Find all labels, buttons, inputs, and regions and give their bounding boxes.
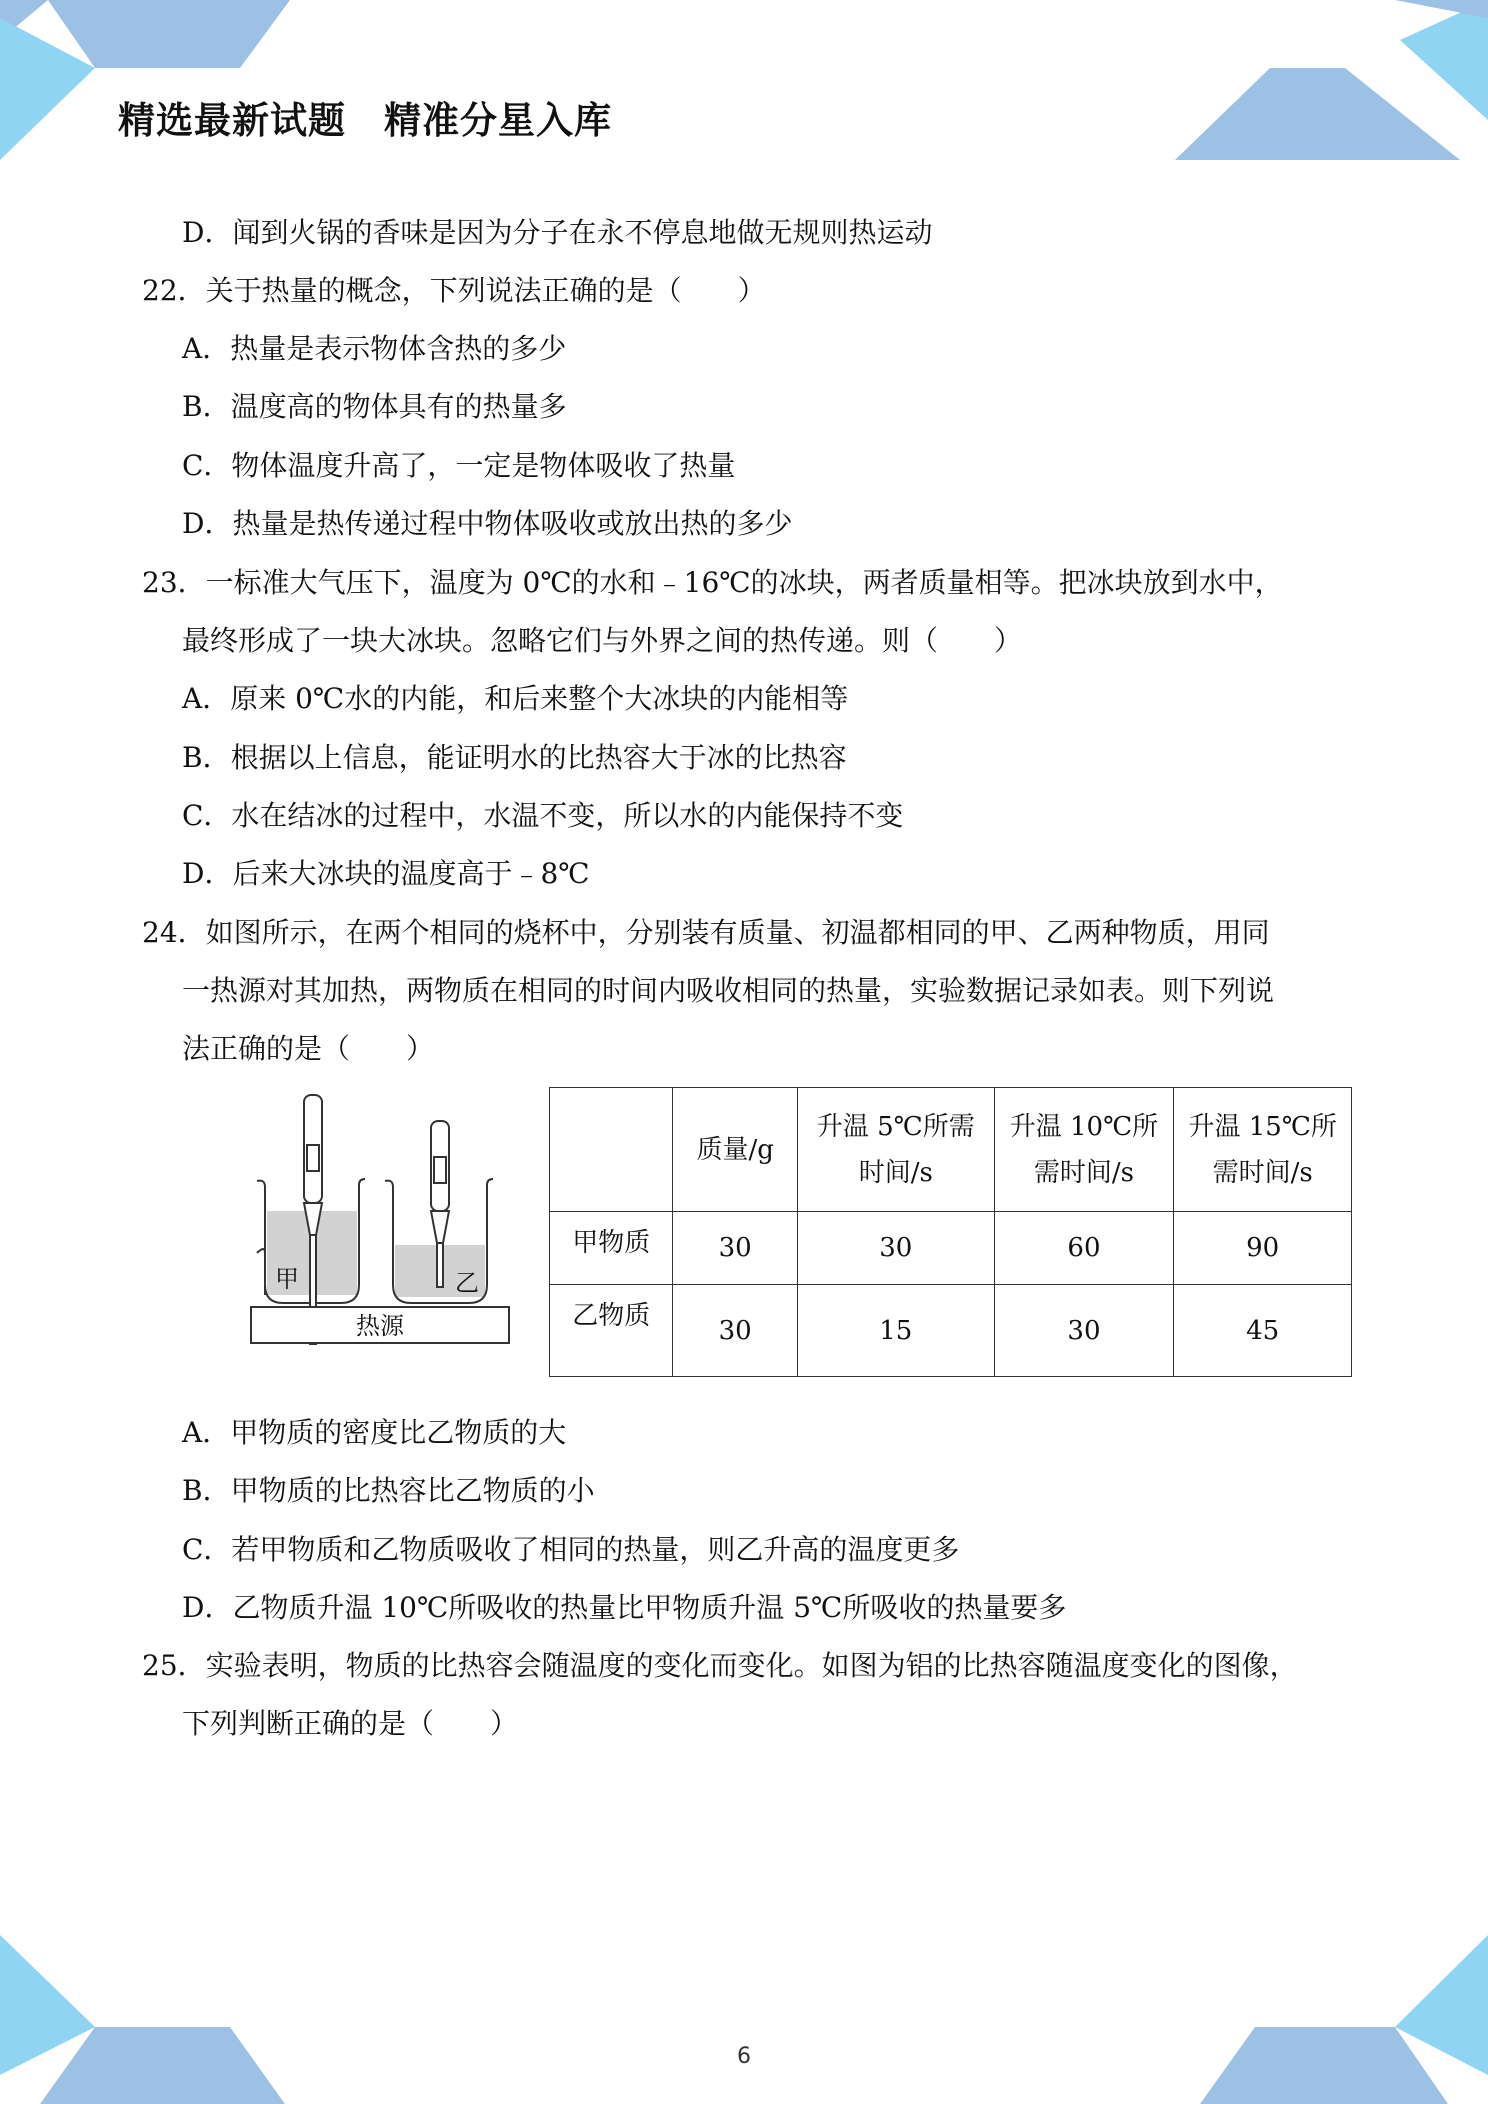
header-text: 升温 10℃所 [1009,1111,1159,1142]
prev-question-option-d: D．闻到火锅的香味是因为分子在永不停息地做无规则热运动 [182,216,933,249]
q24-option-a: A．甲物质的密度比乙物质的大 [182,1416,567,1449]
table-cell: 45 [1174,1285,1352,1377]
header-text: 需时间/s [1033,1157,1135,1188]
q24-stem-line-2: 一热源对其加热，两物质在相同的时间内吸收相同的热量，实验数据记录如表。则下列说 [182,974,1275,1007]
q22-option-c: C．物体温度升高了，一定是物体吸收了热量 [182,449,736,482]
header-text: 需时间/s [1212,1157,1313,1188]
header-text: 质量/g [696,1134,774,1165]
header-text: 升温 15℃所 [1188,1111,1337,1142]
q23-option-c: C．水在结冰的过程中，水温不变，所以水的内能保持不变 [182,799,904,832]
table-header-cell [994,1088,1174,1212]
table-header-row [550,1088,1352,1212]
row-label: 甲物质 [550,1212,673,1285]
table-cell: 30 [673,1212,797,1285]
q22-option-a: A．热量是表示物体含热的多少 [182,332,567,365]
experiment-data-table [549,1087,1352,1377]
q24-option-b: B．甲物质的比热容比乙物质的小 [182,1474,595,1507]
table-cell: 30 [673,1285,797,1377]
q23-option-b: B．根据以上信息，能证明水的比热容大于冰的比热容 [182,741,847,774]
table-header-cell [1174,1088,1352,1212]
table-row [550,1285,1352,1377]
beaker-heating-figure [245,1085,515,1345]
table-cell: 60 [994,1212,1174,1285]
header-text: 时间/s [858,1157,933,1188]
table-row [550,1212,1352,1285]
q22-stem: 22．关于热量的概念，下列说法正确的是（ ） [142,274,766,307]
bottom-left-decoration [0,1935,285,2104]
q22-option-d: D．热量是热传递过程中物体吸收或放出热的多少 [182,507,793,540]
heat-source-label: 热源 [356,1312,404,1340]
page-header-title: 精选最新试题 精准分星入库 [118,99,612,142]
q24-option-c: C．若甲物质和乙物质吸收了相同的热量，则乙升高的温度更多 [182,1533,960,1566]
table-cell: 30 [994,1285,1174,1377]
table-cell: 15 [797,1285,994,1377]
row-label: 乙物质 [550,1285,673,1377]
q22-option-b: B．温度高的物体具有的热量多 [182,390,567,423]
table-cell: 30 [797,1212,994,1285]
q24-option-d: D．乙物质升温 10℃所吸收的热量比甲物质升温 5℃所吸收的热量要多 [182,1591,1067,1624]
table-header-cell [673,1088,797,1212]
q23-option-d: D．后来大冰块的温度高于﹣8℃ [182,857,590,890]
q23-option-a: A．原来 0℃水的内能，和后来整个大冰块的内能相等 [182,682,849,715]
bottom-right-decoration [1200,1935,1488,2104]
q25-stem-line-2: 下列判断正确的是（ ） [182,1707,519,1740]
q25-stem-line-1: 25．实验表明，物质的比热容会随温度的变化而变化。如图为铝的比热容随温度变化的图像， [142,1649,1298,1682]
table-header-cell [797,1088,994,1212]
page-number: 6 [737,2044,751,2069]
q23-stem-line-1: 23．一标准大气压下，温度为 0℃的水和﹣16℃的冰块，两者质量相等。把冰块放到水中， [142,566,1283,599]
q24-stem-line-1: 24．如图所示，在两个相同的烧杯中，分别装有质量、初温都相同的甲、乙两种物质，用同 [142,916,1270,949]
table-cell: 90 [1174,1212,1352,1285]
table-header-cell [550,1088,673,1212]
top-right-decoration [1175,0,1488,160]
beaker-left-label: 甲 [275,1265,299,1293]
header-text: 升温 5℃所需 [816,1111,975,1142]
q24-stem-line-3: 法正确的是（ ） [182,1032,435,1065]
q23-stem-line-2: 最终形成了一块大冰块。忽略它们与外界之间的热传递。则（ ） [182,624,1023,657]
beaker-right-label: 乙 [455,1269,479,1297]
